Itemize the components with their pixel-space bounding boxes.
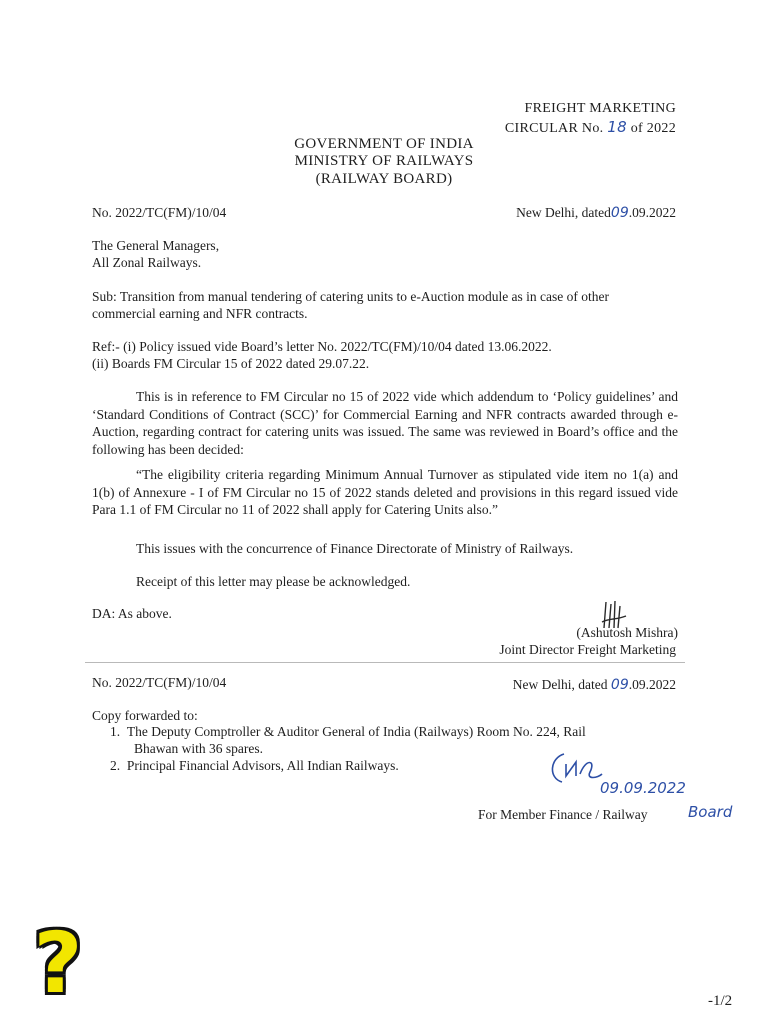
copy-recipient-2: 2. Principal Financial Advisors, All Indian Railways. bbox=[110, 758, 399, 773]
signatory-designation: Joint Director Freight Marketing bbox=[499, 642, 676, 657]
concurrence-statement: This issues with the concurrence of Finance Directorate of Ministry of Railways. bbox=[136, 541, 574, 556]
body-paragraph: This is in reference to FM Circular no 15 of 2022 vide which addendum to ‘Policy guidelines’ and ‘Standard Conditions of Contract (SCC)’ for Commercial Earning and NFR contracts awarded through e-Auction, regarding contract for catering units was issued. The same was reviewed in Board’s office and the following has been decided: bbox=[92, 389, 678, 457]
ministry-heading: MINISTRY OF RAILWAYS bbox=[294, 153, 474, 169]
letter-number: No. 2022/TC(FM)/10/04 bbox=[92, 205, 227, 220]
subject-line-2: commercial earning and NFR contracts. bbox=[92, 306, 308, 321]
copy-forwarded-intro: Copy forwarded to: bbox=[92, 708, 198, 723]
for-member-finance: For Member Finance / Railway bbox=[478, 807, 648, 822]
signatory-name: (Ashutosh Mishra) bbox=[576, 625, 678, 640]
date-day-handwritten: 09 bbox=[610, 205, 629, 221]
copy-date-day-handwritten: 09 bbox=[610, 677, 629, 693]
receipt-request: Receipt of this letter may please be acknowledged. bbox=[136, 574, 411, 589]
circular-number-handwritten: 18 bbox=[607, 118, 627, 136]
reference-line-1: Ref:- (i) Policy issued vide Board’s letter No. 2022/TC(FM)/10/04 dated 13.06.2022. bbox=[92, 339, 552, 354]
page-number: -1/2 bbox=[708, 993, 733, 1009]
copy-letter-date: New Delhi, dated 09.09.2022 bbox=[512, 677, 676, 693]
freight-marketing-label: FREIGHT MARKETING bbox=[524, 101, 676, 116]
subject-line-1: Sub: Transition from manual tendering of catering units to e-Auction module as in case of other bbox=[92, 289, 610, 304]
question-mark-icon: ? bbox=[33, 914, 83, 1012]
board-heading: (RAILWAY BOARD) bbox=[315, 171, 453, 187]
copy-letter-number: No. 2022/TC(FM)/10/04 bbox=[92, 675, 227, 690]
addressee-line-1: The General Managers, bbox=[92, 238, 220, 253]
reference-line-2: (ii) Boards FM Circular 15 of 2022 dated 29.07.22. bbox=[92, 356, 370, 371]
handwritten-board: Board bbox=[688, 803, 733, 821]
copy-recipient-1-continued: Bhawan with 36 spares. bbox=[134, 741, 263, 756]
decision-quote: “The eligibility criteria regarding Minimum Annual Turnover as stipulated vide item no 1(a) and 1(b) of Annexure - I of FM Circular no 15 of 2022 stands deleted and provisions in this regard issued vide Para 1.1 of FM Circular no 11 of 2022 shall apply for Catering Units also.” bbox=[92, 467, 678, 517]
handwritten-initials bbox=[546, 748, 606, 788]
circular-number-line: CIRCULAR No. 18 of 2022 bbox=[504, 118, 676, 136]
copy-recipient-1: 1. The Deputy Comptroller & Auditor General of India (Railways) Room No. 224, Rail bbox=[110, 724, 586, 739]
addressee-line-2: All Zonal Railways. bbox=[92, 255, 202, 270]
government-heading: GOVERNMENT OF INDIA bbox=[294, 136, 474, 152]
section-divider bbox=[85, 662, 685, 663]
letter-date: New Delhi, dated09.09.2022 bbox=[516, 205, 676, 221]
enclosure-note: DA: As above. bbox=[92, 606, 172, 621]
handwritten-date: 09.09.2022 bbox=[600, 779, 686, 797]
